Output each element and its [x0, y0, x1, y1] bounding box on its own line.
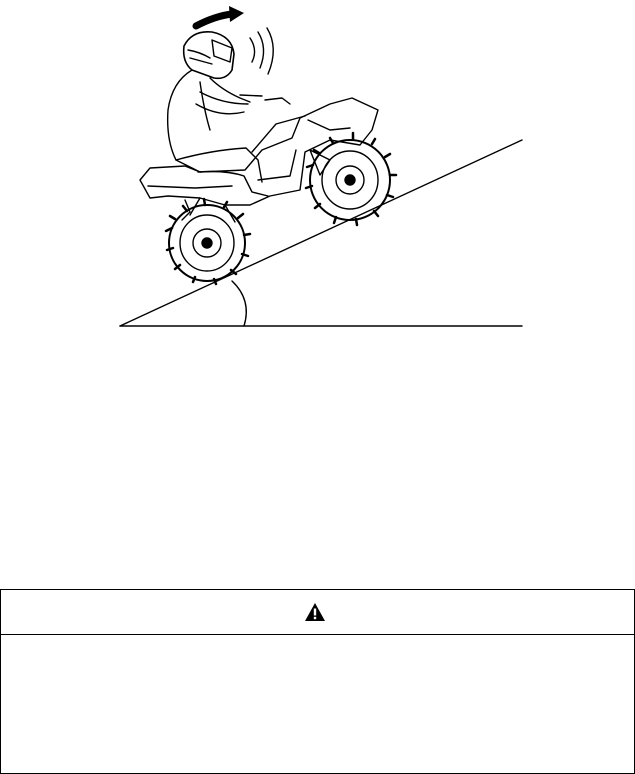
slope-line	[120, 140, 522, 326]
warning-body	[1, 635, 634, 655]
warning-header	[1, 590, 634, 635]
slope-angle-arc	[232, 281, 246, 326]
atv-hill-climb-illustration	[0, 0, 635, 340]
rider	[168, 32, 268, 196]
warning-box	[0, 589, 635, 774]
atv-hill-climb-drawing	[0, 0, 635, 340]
warning-triangle-icon	[304, 602, 326, 622]
lean-forward-arrow	[196, 14, 232, 26]
front-wheel	[306, 133, 396, 225]
